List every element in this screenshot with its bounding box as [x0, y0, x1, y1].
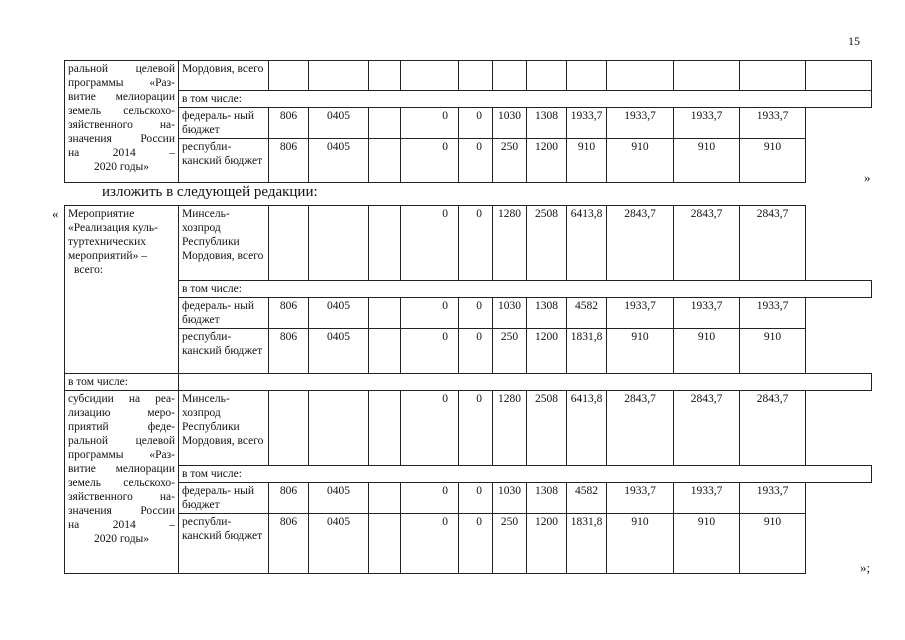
including-label: в том числе:: [179, 281, 872, 298]
event-name: Мероприятие «Реализация куль- туртехнических мероприятий» – всего:: [68, 208, 158, 276]
table-row: федераль- ный бюджет 806 0405 0 0 1030 1308 4582 1933,7 1933,7 1933,7: [65, 483, 872, 514]
including-label: в том числе:: [179, 91, 872, 108]
old-measure-cell: [65, 61, 179, 183]
table-row: республи- канский бюджет 806 0405 0 0 250 1200 1831,8 910 910 910: [65, 514, 872, 574]
old-close-quote: »: [864, 170, 871, 185]
old-measure-name: ральной целевой программы «Раз- витие мелиорации земель сельскохо- зяйственного на- значения России на 2014 – 2020 годы»: [68, 63, 175, 173]
table-row: федераль- ный бюджет 806 0405 0 0 1030 1308 1933,7 1933,7 1933,7 1933,7: [65, 108, 872, 139]
table-row: Мероприятие «Реализация куль- туртехнических мероприятий» – всего: Минсель- хозпрод Республики Мордовия, всего 0 0 1280 2508 6413,8 2843,7 2843,7 2843,7: [65, 206, 872, 281]
subsidy-name: субсидии на реа- лизацию меро- приятий феде- ральной целевой программы «Раз- витие мелиорации земель сельскохо- зяйственного на- значения России на 2014 – 2020 годы»: [68, 393, 175, 545]
including-label: в том числе:: [65, 374, 179, 391]
including-label: в том числе:: [179, 466, 872, 483]
grbs-cell: Мордовия, всего: [179, 61, 269, 91]
new-close-quote: »;: [860, 560, 871, 575]
table-row: субсидии на реа- лизацию меро- приятий феде- ральной целевой программы «Раз- витие мелиорации земель сельскохо- зяйственного на- значения России на 2014 – 2020 годы» Минсель- хозпрод Республики Мордовия, всего 0 0 1280 2508 6413,8 2843,7 2843,7 2843,7: [65, 391, 872, 466]
table-row: республи- канский бюджет 806 0405 0 0 250 1200 1831,8 910 910 910: [65, 329, 872, 374]
amendment-heading: изложить в следующей редакции:: [102, 184, 318, 200]
table-row: федераль- ный бюджет 806 0405 0 0 1030 1308 4582 1933,7 1933,7 1933,7: [65, 298, 872, 329]
new-table: [64, 205, 872, 574]
table-row: республи- канский бюджет 806 0405 0 0 250 1200 910 910 910 910: [65, 139, 872, 183]
old-table: [64, 60, 872, 183]
new-open-quote: «: [52, 206, 59, 221]
subsidy-cell: [65, 391, 179, 574]
event-cell: [65, 206, 179, 374]
page-number: 15: [848, 34, 860, 48]
